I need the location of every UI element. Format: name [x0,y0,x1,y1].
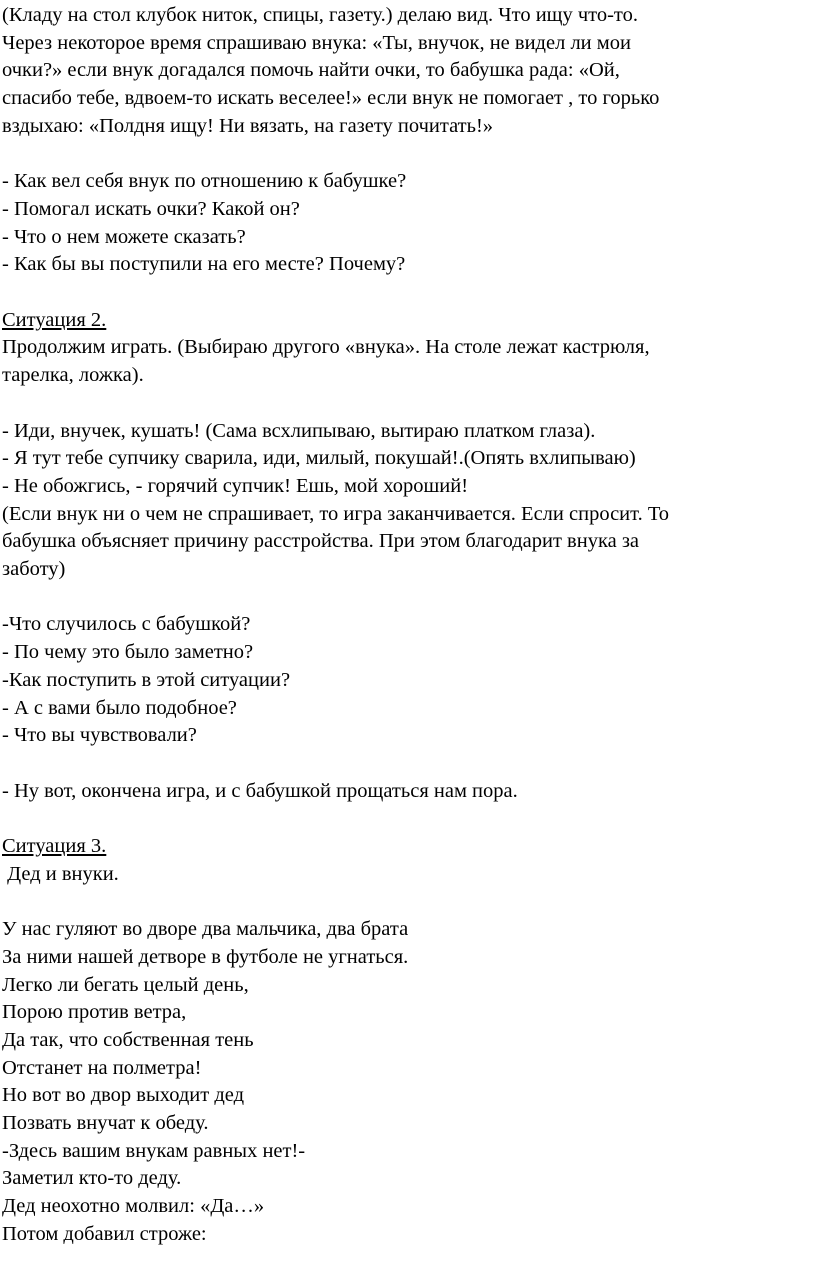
poem-line: Дед неохотно молвил: «Да…» [2,1195,265,1218]
question-item: -Как поступить в этой ситуации? [2,668,291,691]
poem-line: Отстанет на полметра! [2,1056,202,1079]
dialogue-line: - Я тут тебе супчику сварила, иди, милый, покушай!.(Опять вхлипываю) [2,447,636,470]
poem-line: Порою против ветра, [2,1001,187,1024]
intro-line: очки?» если внук догадался помочь найти очки, то бабушка рада: «Ой, [2,59,620,82]
intro-line: Через некоторое время спрашиваю внука: «Ты, внучок, не видел ли мои [2,31,631,54]
question-item: - А с вами было подобное? [2,696,237,719]
poem-line: Легко ли бегать целый день, [2,973,249,996]
note-line: бабушка объясняет причину расстройства. При этом благодарит внука за [2,530,640,553]
blank-line [2,584,808,612]
question-item: - Как бы вы поступили на его месте? Почему? [2,253,406,276]
blank-line [2,141,808,169]
situation-2-dialogue [2,418,808,584]
question-item: - Что о нем можете сказать? [2,225,246,248]
intro-line: (Кладу на стол клубок ниток, спицы, газету.) делаю вид. Что ищу что-то. [2,4,638,26]
questions-list-2 [2,611,808,750]
question-item: -Что случилось с бабушкой? [2,613,251,636]
situation-3-subtitle: Дед и внуки. [2,862,119,885]
blank-line [2,390,808,418]
dialogue-line: - Иди, внучек, кушать! (Сама всхлипываю, вытираю платком глаза). [2,419,596,442]
intro-paragraph [2,2,808,141]
poem [2,916,808,1248]
situation-2-section [2,307,808,390]
blank-line [2,279,808,307]
poem-line: -Здесь вашим внукам равных нет!- [2,1139,306,1162]
question-item: - По чему это было заметно? [2,641,254,664]
poem-line: Заметил кто-то деду. [2,1167,182,1190]
situation-2-intro-line: тарелка, ложка). [2,364,144,387]
poem-line: Позвать внучат к обеду. [2,1112,209,1135]
questions-list-1 [2,168,808,279]
poem-line: За ними нашей детворе в футболе не угнаться. [2,945,409,968]
blank-line [2,805,808,833]
poem-line: У нас гуляют во дворе два мальчика, два брата [2,918,409,941]
situation-3-heading: Ситуация 3. [2,835,107,857]
closing-line: - Ну вот, окончена игра, и с бабушкой прощаться нам пора. [2,779,518,802]
intro-line: спасибо тебе, вдвоем-то искать веселее!» если внук не помогает , то горько [2,87,660,110]
dialogue-line: - Не обожгись, - горячий супчик! Ешь, мой хороший! [2,474,469,497]
note-line: заботу) [2,558,66,581]
document-page [2,2,808,1249]
intro-line: вздыхаю: «Полдня ищу! Ни вязать, на газету почитать!» [2,114,494,137]
question-item: - Помогал искать очки? Какой он? [2,197,300,220]
blank-line [2,750,808,778]
poem-line: Потом добавил строже: [2,1222,207,1245]
note-line: (Если внук ни о чем не спрашивает, то игра заканчивается. Если спросит. То [2,502,670,525]
situation-3-section [2,833,808,888]
situation-2-intro-line: Продолжим играть. (Выбираю другого «внука». На столе лежат кастрюля, [2,336,650,359]
question-item: - Как вел себя внук по отношению к бабушке? [2,170,407,193]
question-item: - Что вы чувствовали? [2,724,197,747]
poem-line: Но вот во двор выходит дед [2,1084,245,1107]
closing-paragraph [2,778,808,806]
situation-2-heading: Ситуация 2. [2,308,107,331]
blank-line [2,888,808,916]
poem-line: Да так, что собственная тень [2,1028,254,1051]
